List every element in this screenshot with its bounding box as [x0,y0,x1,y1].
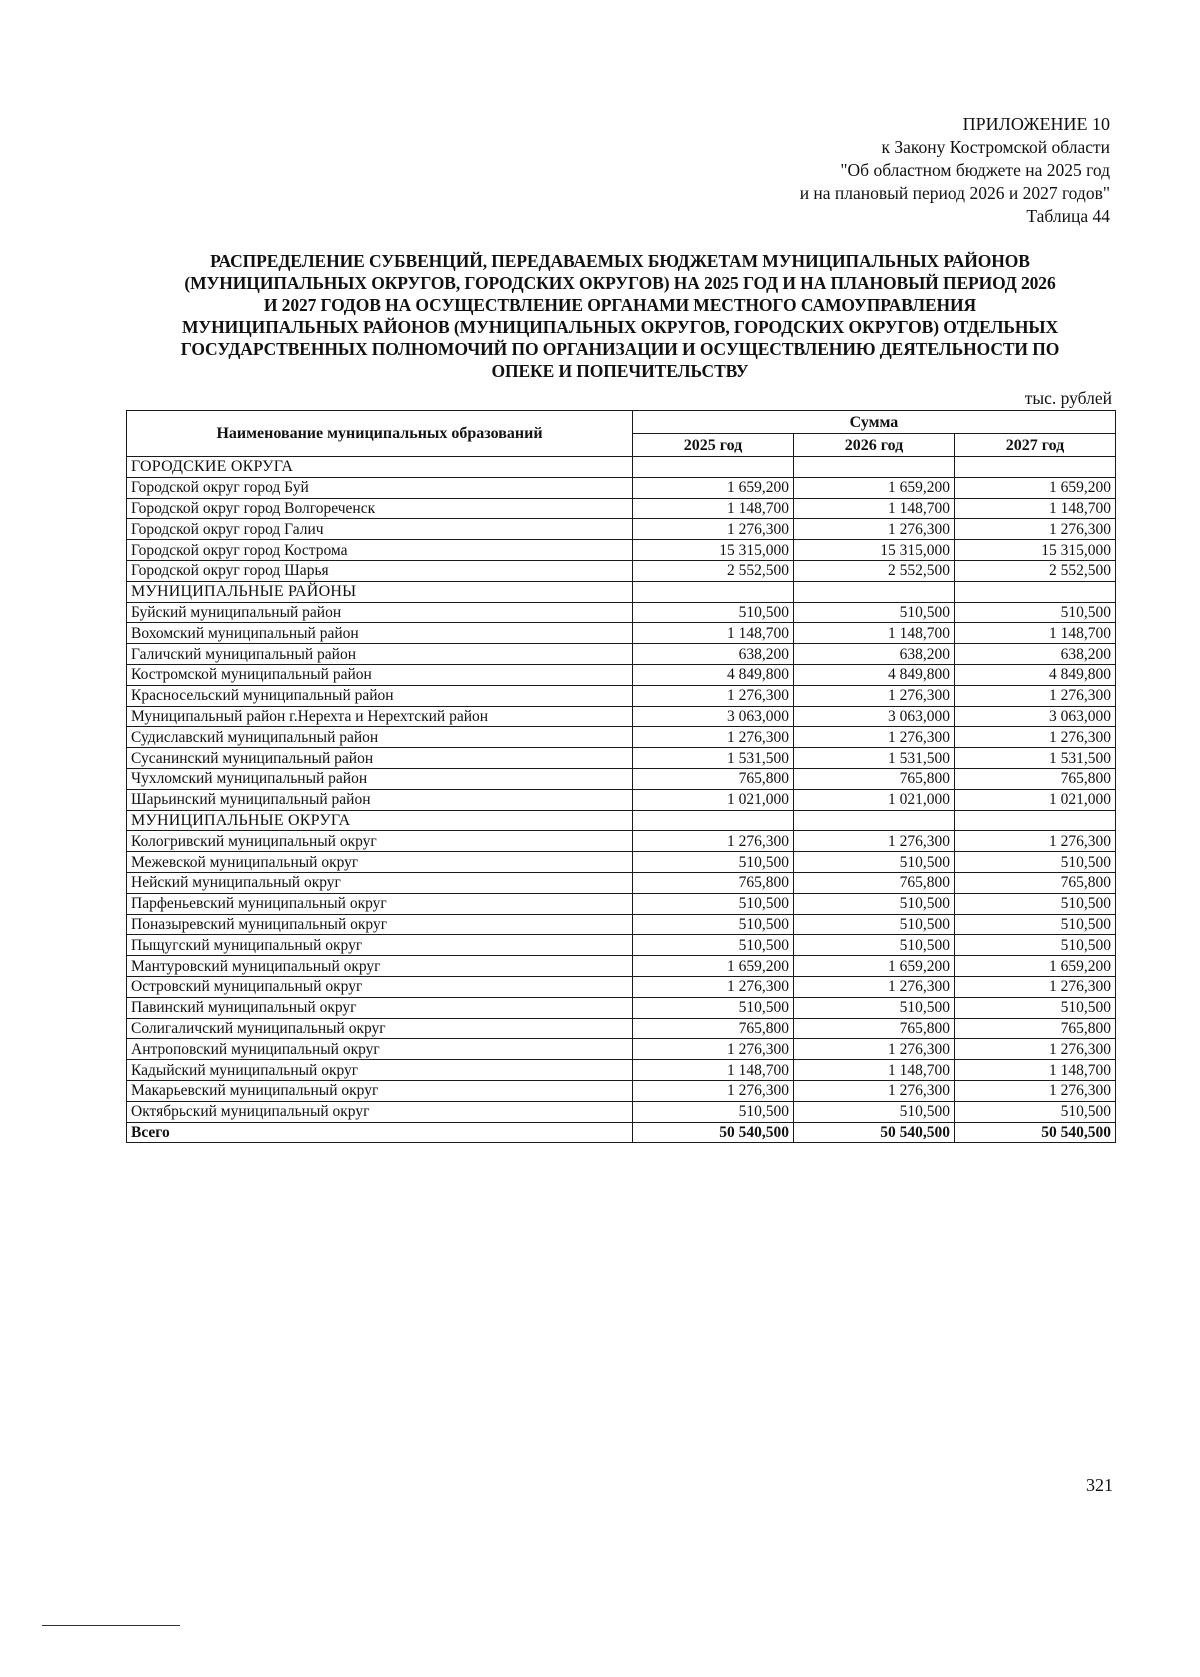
table-row [127,789,1116,810]
municipality-name: Солигаличский муниципальный округ [127,1018,633,1039]
amount-2027 [955,581,1116,602]
amount-2026: 4 849,800 [794,664,955,685]
table-row [127,935,1116,956]
amount-2026: 510,500 [794,914,955,935]
table-row [127,602,1116,623]
municipality-name: Макарьевский муниципальный округ [127,1080,633,1101]
column-header-2027: 2027 год [955,434,1116,457]
municipality-name: Кадыйский муниципальный округ [127,1060,633,1081]
amount-2027 [955,810,1116,831]
table-row [127,477,1116,498]
municipality-name: Городской округ город Галич [127,519,633,540]
amount-2027: 2 552,500 [955,560,1116,581]
table-row [127,997,1116,1018]
amount-2025: 2 552,500 [633,560,794,581]
amount-2025: 510,500 [633,852,794,873]
amount-2027: 15 315,000 [955,540,1116,561]
amount-2026: 50 540,500 [794,1122,955,1143]
amount-2025: 1 659,200 [633,956,794,977]
table-row [127,519,1116,540]
appendix-law-title-line-2: и на плановый период 2026 и 2027 годов" [799,183,1110,203]
column-header-name: Наименование муниципальных образований [127,411,633,457]
amount-2026: 2 552,500 [794,560,955,581]
amount-2027: 765,800 [955,872,1116,893]
amount-2025 [633,810,794,831]
table-row [127,831,1116,852]
amount-2025: 765,800 [633,768,794,789]
municipality-name: Вохомский муниципальный район [127,623,633,644]
amount-2025: 1 148,700 [633,623,794,644]
municipality-name: Муниципальный район г.Нерехта и Нерехтский район [127,706,633,727]
total-row [127,1122,1116,1143]
amount-2025: 765,800 [633,872,794,893]
amount-2027 [955,457,1116,478]
municipality-name: Парфеньевский муниципальный округ [127,893,633,914]
title-line-3: И 2027 ГОДОВ НА ОСУЩЕСТВЛЕНИЕ ОРГАНАМИ МЕСТНОГО САМОУПРАВЛЕНИЯ [263,295,977,315]
municipality-name: Пыщугский муниципальный округ [127,935,633,956]
table-row [127,768,1116,789]
amount-2025: 510,500 [633,914,794,935]
amount-2027: 3 063,000 [955,706,1116,727]
section-label: МУНИЦИПАЛЬНЫЕ ОКРУГА [127,810,633,831]
title-line-4: МУНИЦИПАЛЬНЫХ РАЙОНОВ (МУНИЦИПАЛЬНЫХ ОКРУГОВ, ГОРОДСКИХ ОКРУГОВ) ОТДЕЛЬНЫХ [181,317,1059,337]
amount-2027: 1 276,300 [955,727,1116,748]
table-row [127,748,1116,769]
municipality-name: Мантуровский муниципальный округ [127,956,633,977]
amount-2027: 1 276,300 [955,831,1116,852]
amount-2026: 765,800 [794,1018,955,1039]
amount-2026: 510,500 [794,893,955,914]
municipality-name: Костромской муниципальный район [127,664,633,685]
amount-2025: 4 849,800 [633,664,794,685]
amount-2027: 4 849,800 [955,664,1116,685]
table-row [127,956,1116,977]
municipality-name: Островский муниципальный округ [127,976,633,997]
amount-2026: 510,500 [794,852,955,873]
total-label: Всего [127,1122,633,1143]
amount-2027: 1 021,000 [955,789,1116,810]
table-row [127,1060,1116,1081]
title-line-5: ГОСУДАРСТВЕННЫХ ПОЛНОМОЧИЙ ПО ОРГАНИЗАЦИИ И ОСУЩЕСТВЛЕНИЮ ДЕЯТЕЛЬНОСТИ ПО [180,339,1060,359]
amount-2027: 1 276,300 [955,685,1116,706]
amount-2026 [794,810,955,831]
amount-2027: 1 659,200 [955,477,1116,498]
amount-2025: 510,500 [633,997,794,1018]
table-row [127,685,1116,706]
amount-2027: 1 148,700 [955,1060,1116,1081]
amount-2027: 765,800 [955,768,1116,789]
table-body [127,457,1116,1143]
amount-2027: 1 276,300 [955,1080,1116,1101]
table-row [127,1039,1116,1060]
amount-2026: 1 659,200 [794,956,955,977]
amount-2026: 1 276,300 [794,685,955,706]
section-row [127,581,1116,602]
amount-2025: 1 276,300 [633,831,794,852]
amount-2027: 510,500 [955,935,1116,956]
municipality-name: Павинский муниципальный округ [127,997,633,1018]
amount-2025: 50 540,500 [633,1122,794,1143]
amount-2025 [633,581,794,602]
appendix-law-title-line-1: "Об областном бюджете на 2025 год [840,160,1110,180]
column-header-sum: Сумма [633,411,1116,434]
amount-2025: 510,500 [633,1101,794,1122]
section-label: ГОРОДСКИЕ ОКРУГА [127,457,633,478]
page-number: 321 [1086,1475,1113,1495]
amount-2026: 1 531,500 [794,748,955,769]
footnote-divider [42,1625,180,1626]
amount-2026: 638,200 [794,644,955,665]
appendix-law-reference: к Закону Костромской области [881,137,1110,157]
amount-2026: 1 276,300 [794,1080,955,1101]
amount-2025: 1 276,300 [633,519,794,540]
table-row [127,623,1116,644]
amount-2027: 765,800 [955,1018,1116,1039]
amount-2027: 510,500 [955,914,1116,935]
document-title [125,250,1115,382]
amount-2027: 510,500 [955,852,1116,873]
amount-2025 [633,457,794,478]
amount-2025: 1 276,300 [633,1039,794,1060]
amount-2026: 1 148,700 [794,1060,955,1081]
table-row [127,644,1116,665]
amount-2027: 510,500 [955,893,1116,914]
amount-2026: 510,500 [794,935,955,956]
amount-2026: 510,500 [794,997,955,1018]
table-row [127,706,1116,727]
amount-2026: 3 063,000 [794,706,955,727]
column-header-2025: 2025 год [633,434,794,457]
table-row [127,872,1116,893]
table-row [127,893,1116,914]
amount-2027: 510,500 [955,997,1116,1018]
amount-2025: 1 276,300 [633,685,794,706]
municipality-name: Городской округ город Кострома [127,540,633,561]
amount-2025: 1 659,200 [633,477,794,498]
municipality-name: Нейский муниципальный округ [127,872,633,893]
table-row [127,1018,1116,1039]
municipality-name: Шарьинский муниципальный район [127,789,633,810]
amount-2025: 510,500 [633,602,794,623]
municipality-name: Галичский муниципальный район [127,644,633,665]
title-line-6: ОПЕКЕ И ПОПЕЧИТЕЛЬСТВУ [491,361,749,381]
section-row [127,810,1116,831]
amount-2026: 15 315,000 [794,540,955,561]
municipality-name: Антроповский муниципальный округ [127,1039,633,1060]
amount-2025: 1 021,000 [633,789,794,810]
amount-2025: 3 063,000 [633,706,794,727]
appendix-table-number: Таблица 44 [1026,206,1110,226]
municipality-name: Октябрьский муниципальный округ [127,1101,633,1122]
municipality-name: Городской округ город Шарья [127,560,633,581]
table-row [127,664,1116,685]
amount-2026: 1 148,700 [794,498,955,519]
table-row [127,852,1116,873]
table-row [127,560,1116,581]
amount-2027: 1 276,300 [955,519,1116,540]
column-header-2026: 2026 год [794,434,955,457]
amount-2025: 1 148,700 [633,1060,794,1081]
section-row [127,457,1116,478]
amount-2026: 1 021,000 [794,789,955,810]
municipality-name: Красносельский муниципальный район [127,685,633,706]
amount-2026 [794,581,955,602]
table-row [127,914,1116,935]
amount-2025: 1 148,700 [633,498,794,519]
municipality-name: Буйский муниципальный район [127,602,633,623]
amount-2027: 1 659,200 [955,956,1116,977]
municipality-name: Поназыревский муниципальный округ [127,914,633,935]
amount-2027: 510,500 [955,1101,1116,1122]
amount-2027: 638,200 [955,644,1116,665]
amount-2027: 510,500 [955,602,1116,623]
amount-2026: 765,800 [794,872,955,893]
title-line-1: РАСПРЕДЕЛЕНИЕ СУБВЕНЦИЙ, ПЕРЕДАВАЕМЫХ БЮДЖЕТАМ МУНИЦИПАЛЬНЫХ РАЙОНОВ [210,251,1030,271]
amount-2026: 510,500 [794,1101,955,1122]
amount-2027: 1 148,700 [955,623,1116,644]
amount-2025: 1 276,300 [633,727,794,748]
amount-2025: 1 531,500 [633,748,794,769]
appendix-header [800,113,1110,228]
amount-2026: 1 276,300 [794,976,955,997]
amount-2027: 1 531,500 [955,748,1116,769]
municipality-name: Кологривский муниципальный округ [127,831,633,852]
municipality-name: Судиславский муниципальный район [127,727,633,748]
subventions-table [126,410,1116,1143]
amount-2025: 15 315,000 [633,540,794,561]
amount-2026: 1 276,300 [794,831,955,852]
units-label: тыс. рублей [1024,388,1112,408]
amount-2025: 510,500 [633,935,794,956]
title-line-2: (МУНИЦИПАЛЬНЫХ ОКРУГОВ, ГОРОДСКИХ ОКРУГОВ) НА 2025 ГОД И НА ПЛАНОВЫЙ ПЕРИОД 2026 [184,273,1056,293]
table-row [127,1080,1116,1101]
table-header-row [127,411,1116,434]
table-row [127,976,1116,997]
table-row [127,540,1116,561]
amount-2027: 1 276,300 [955,1039,1116,1060]
section-label: МУНИЦИПАЛЬНЫЕ РАЙОНЫ [127,581,633,602]
municipality-name: Межевской муниципальный округ [127,852,633,873]
table-row [127,1101,1116,1122]
amount-2025: 510,500 [633,893,794,914]
amount-2026: 510,500 [794,602,955,623]
amount-2025: 765,800 [633,1018,794,1039]
amount-2026: 1 276,300 [794,519,955,540]
amount-2026: 1 276,300 [794,1039,955,1060]
amount-2025: 1 276,300 [633,976,794,997]
amount-2025: 638,200 [633,644,794,665]
amount-2026: 1 276,300 [794,727,955,748]
municipality-name: Городской округ город Буй [127,477,633,498]
municipality-name: Сусанинский муниципальный район [127,748,633,769]
amount-2026: 765,800 [794,768,955,789]
amount-2027: 1 148,700 [955,498,1116,519]
amount-2027: 50 540,500 [955,1122,1116,1143]
amount-2027: 1 276,300 [955,976,1116,997]
amount-2025: 1 276,300 [633,1080,794,1101]
amount-2026 [794,457,955,478]
amount-2026: 1 148,700 [794,623,955,644]
appendix-number: ПРИЛОЖЕНИЕ 10 [962,114,1110,134]
municipality-name: Чухломский муниципальный район [127,768,633,789]
table-row [127,498,1116,519]
amount-2026: 1 659,200 [794,477,955,498]
table-row [127,727,1116,748]
municipality-name: Городской округ город Волгореченск [127,498,633,519]
